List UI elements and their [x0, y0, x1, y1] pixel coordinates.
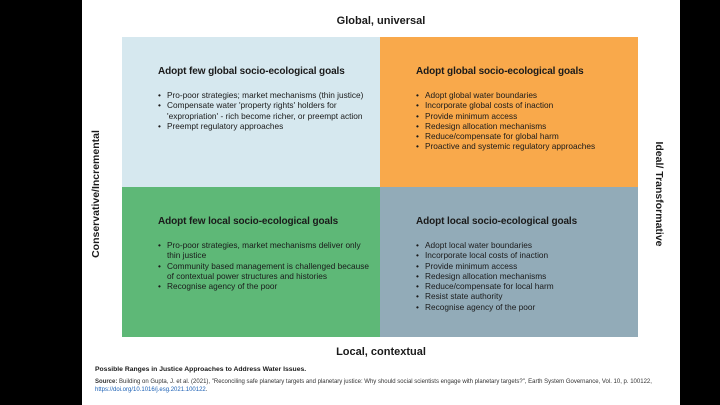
- list-item: • Reduce/compensate for global harm: [416, 131, 628, 141]
- list-item: • Redesign allocation mechanisms: [416, 121, 628, 131]
- quadrant-bottom-right: [380, 187, 638, 337]
- figure-source: [95, 378, 670, 394]
- quadrant-title: Adopt few global socio-ecological goals: [158, 66, 345, 77]
- list-item: • Pro-poor strategies, market mechanisms deliver only thin justice: [158, 240, 370, 261]
- axis-label-bottom: Local, contextual: [336, 346, 426, 358]
- source-text: Building on Gupta, J. et al. (2021), "Reconciling safe planetary targets and planetary justice: Why should social scientists engage with planetary targets?", Earth System Governance, Vol. 10, p. 100122,: [117, 379, 652, 385]
- list-item: • Adopt local water boundaries: [416, 240, 628, 250]
- list-item: • Adopt global water boundaries: [416, 90, 628, 100]
- source-link[interactable]: https://doi.org/10.1016/j.esg.2021.100122: [95, 387, 206, 393]
- list-item: • Community based management is challenged because of contextual power structures and histories: [158, 261, 370, 282]
- list-item: • Proactive and systemic regulatory approaches: [416, 141, 628, 151]
- quadrant-list: [416, 90, 628, 152]
- list-item: • Recognise agency of the poor: [158, 281, 370, 291]
- list-item: • Resist state authority: [416, 291, 628, 301]
- quadrant-list: [158, 240, 370, 291]
- list-item: • Reduce/compensate for local harm: [416, 281, 628, 291]
- list-item: • Redesign allocation mechanisms: [416, 271, 628, 281]
- list-item: • Compensate water 'property rights' holders for 'expropriation' - rich become richer, or preempt action: [158, 100, 370, 121]
- source-end: .: [205, 387, 208, 393]
- quadrant-title: Adopt few local socio-ecological goals: [158, 216, 339, 227]
- axis-label-right: Ideal/ Transformative: [653, 141, 665, 247]
- quadrant-title: Adopt global socio-ecological goals: [416, 66, 584, 77]
- quadrant-bottom-left: [122, 187, 380, 337]
- quadrant-top-left: [122, 37, 380, 187]
- list-item: • Incorporate global costs of inaction: [416, 100, 628, 110]
- slide: [82, 0, 680, 405]
- figure-caption: Possible Ranges in Justice Approaches to Address Water Issues.: [95, 366, 307, 373]
- list-item: • Provide minimum access: [416, 111, 628, 121]
- list-item: • Provide minimum access: [416, 261, 628, 271]
- list-item: • Pro-poor strategies; market mechanisms (thin justice): [158, 90, 370, 100]
- list-item: • Recognise agency of the poor: [416, 302, 628, 312]
- quadrant-top-right: [380, 37, 638, 187]
- list-item: • Preempt regulatory approaches: [158, 121, 370, 131]
- quadrant-title: Adopt local socio-ecological goals: [416, 216, 578, 227]
- quadrant-list: [416, 240, 628, 312]
- quadrant-list: [158, 90, 370, 131]
- axis-label-top: Global, universal: [336, 15, 426, 27]
- list-item: • Incorporate local costs of inaction: [416, 250, 628, 260]
- axis-label-left: Conservative/Incremental: [90, 130, 102, 258]
- source-label: Source:: [95, 379, 118, 385]
